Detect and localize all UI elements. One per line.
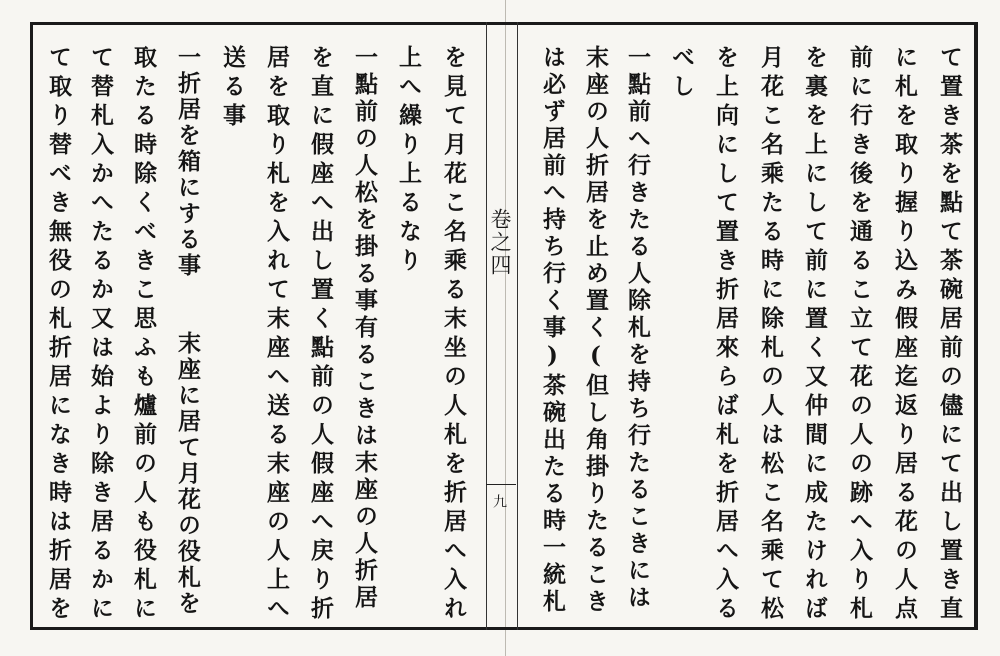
- left-col-1: を見て月花こ名乘る末坐の人札を折居へ入れ: [440, 45, 467, 625]
- left-col-2: 上へ繰り上るなり: [395, 45, 422, 277]
- left-col-10: て取り替べき無役の札折居になき時は折居を: [45, 45, 72, 625]
- gutter-rule-left: [486, 22, 487, 630]
- left-col-7: 一折居を箱にする事 末座に居て月花の役札を: [174, 45, 201, 617]
- right-col-4: を裏を上にして前に置く又仲間に成たければ: [801, 45, 828, 625]
- left-col-8: 取たる時除くべきこ思ふも爐前の人も役札に: [130, 45, 157, 625]
- right-col-9: 末座の人折居を止め置く(但し角掛りたるこき: [582, 45, 609, 616]
- right-col-10: は必ず居前へ持ち行く事)茶碗出たる時一統札: [539, 45, 566, 616]
- left-col-4: を直に假座へ出し置く點前の人假座へ戻り折: [307, 45, 334, 625]
- right-col-5: 月花こ名乘たる時に除札の人は松こ名乘て松: [757, 45, 784, 625]
- right-col-6: を上向にして置き折居來らば札を折居へ入る: [712, 45, 739, 625]
- right-col-8: 一點前へ行きたる人除札を持ち行たるこきには: [624, 45, 651, 612]
- volume-label: 卷之四: [488, 208, 512, 277]
- left-col-5: 居を取り札を入れて末座へ送る末座の人上へ: [263, 45, 290, 625]
- left-col-3: 一點前の人松を掛る事有るこきは末座の人折居: [351, 45, 378, 612]
- right-col-7: べし: [668, 45, 695, 103]
- left-col-9: て替札入かへたるか又は始より除き居るかに: [87, 45, 114, 625]
- right-col-2: に札を取り握り込み假座迄返り居る花の人点: [891, 45, 918, 625]
- gutter-rule-right: [517, 22, 518, 630]
- right-col-1: て置き茶を點て茶碗居前の儘にて出し置き直: [936, 45, 963, 625]
- folio-rule-top: [486, 484, 516, 485]
- left-col-6: 送る事: [219, 45, 246, 132]
- right-col-3: 前に行き後を通るこ立て花の人の跡へ入り札: [846, 45, 873, 625]
- folio-number: 九: [491, 494, 507, 508]
